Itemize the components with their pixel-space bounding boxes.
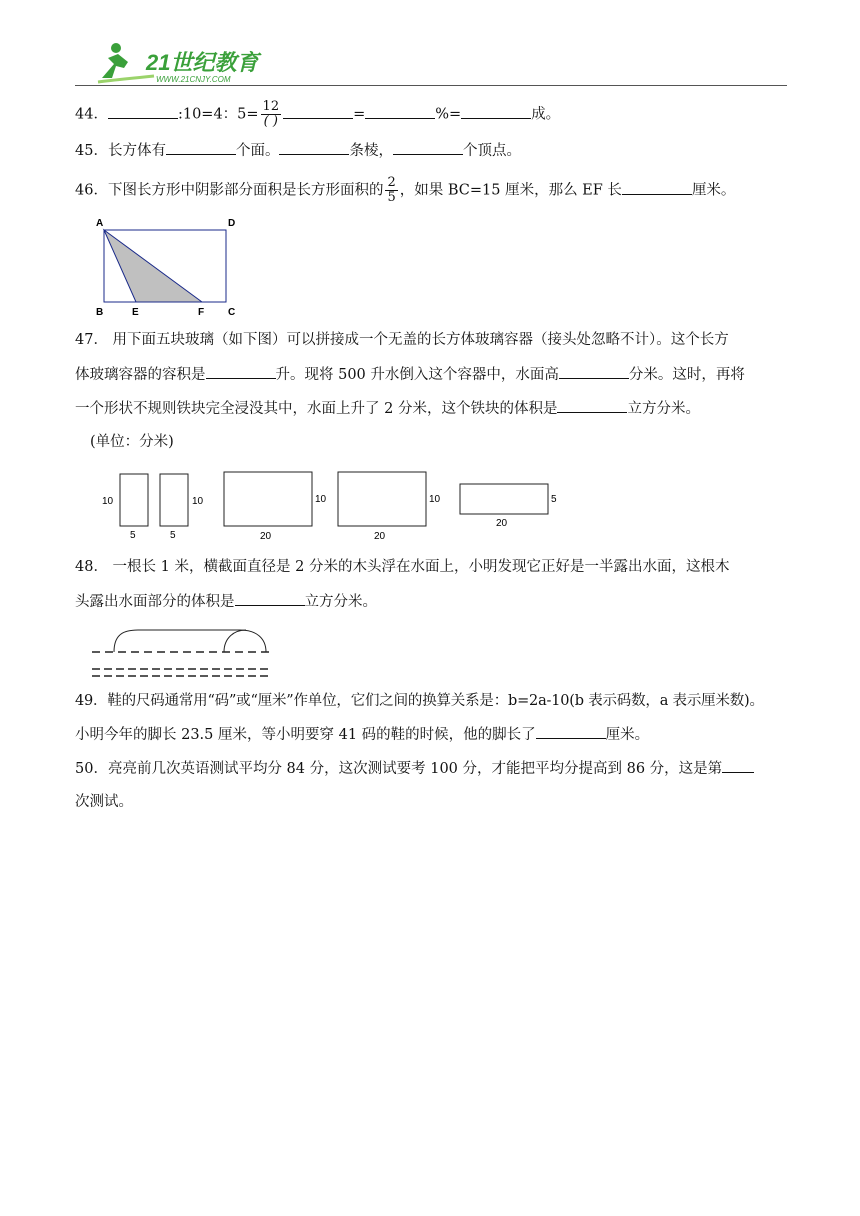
answer-blank[interactable]	[557, 398, 627, 413]
rectangle-figure	[92, 214, 242, 320]
q47-line3b: 立方分米。	[627, 401, 700, 417]
label-e: E	[132, 307, 139, 318]
panel-1-width: 5	[130, 530, 136, 541]
q45-text-c: 条棱，	[349, 143, 393, 159]
question-47-line-1	[75, 330, 787, 350]
q45-text-a: 长方体有	[107, 143, 166, 159]
answer-blank[interactable]	[279, 140, 349, 155]
label-d: D	[228, 218, 236, 229]
question-45	[75, 140, 787, 161]
panel-5-height: 5	[551, 494, 557, 505]
question-number: 45．	[75, 143, 108, 159]
logo-main-text: 21世纪教育	[146, 50, 259, 75]
question-number: 47．	[75, 332, 108, 348]
panel-2-height: 10	[192, 496, 204, 507]
panel-3	[224, 472, 327, 542]
glass-panels-figure	[98, 464, 568, 544]
q44-text: :10=4：5=	[177, 106, 259, 123]
q45-text-b: 个面。	[235, 143, 280, 159]
fraction	[261, 100, 282, 129]
header-rule	[75, 85, 787, 86]
answer-blank[interactable]	[108, 104, 178, 119]
panel-4	[338, 472, 441, 542]
question-number: 46．	[75, 182, 108, 199]
log-top	[114, 630, 266, 652]
log-end-arc	[224, 630, 246, 652]
panel-1	[102, 474, 148, 541]
answer-blank[interactable]	[365, 104, 435, 119]
panel-3-height: 10	[315, 494, 327, 505]
q47-unit: (单位：分米)	[90, 434, 174, 450]
answer-blank[interactable]	[166, 140, 236, 155]
q48-line2b: 立方分米。	[304, 594, 377, 610]
q46-text-a: 下图长方形中阴影部分面积是长方形面积的	[107, 182, 384, 199]
question-48-line-1	[75, 557, 787, 577]
label-a: A	[96, 218, 104, 229]
question-46	[75, 176, 787, 205]
panel-1-height: 10	[102, 496, 114, 507]
answer-blank[interactable]	[622, 180, 692, 195]
answer-blank[interactable]	[461, 104, 531, 119]
label-b: B	[96, 307, 104, 318]
q44-equals: =	[353, 106, 366, 123]
answer-blank[interactable]	[393, 140, 463, 155]
q47-line3a: 一个形状不规则铁块完全浸没其中，水面上升了 2 分米，这个铁块的体积是	[75, 401, 558, 417]
answer-blank[interactable]	[559, 364, 629, 379]
panel-4-height: 10	[429, 494, 441, 505]
page-header	[90, 38, 790, 88]
question-47-line-3	[75, 398, 787, 419]
q46-text-c: 厘米。	[691, 182, 736, 199]
question-48-line-2	[75, 591, 787, 612]
q48-line1: 一根长 1 米，横截面直径是 2 分米的木头浮在水面上，小明发现它正好是一半露出水面，这根木	[107, 559, 730, 575]
panel-2-width: 5	[170, 530, 176, 541]
question-50-line-1	[75, 758, 787, 779]
question-number: 48．	[75, 559, 108, 575]
q47-line1: 用下面五块玻璃（如下图）可以拼接成一个无盖的长方体玻璃容器（接头处忽略不计）。这个长方	[107, 332, 729, 348]
question-44	[75, 100, 787, 129]
label-c: C	[228, 307, 236, 318]
q47-line2c: 分米。这时，再将	[628, 367, 745, 383]
fraction	[385, 176, 397, 205]
fraction-denominator: 5	[387, 190, 396, 205]
answer-blank[interactable]	[283, 104, 353, 119]
q47-line2b: 升。现将 500 升水倒入这个容器中，水面高	[275, 367, 559, 383]
fraction-numerator: 2	[387, 175, 396, 190]
panel-5-width: 20	[496, 518, 508, 529]
q46-text-b: ，如果 BC=15 厘米，那么 EF 长	[399, 182, 622, 199]
panel-4-width: 20	[374, 531, 386, 542]
logo	[94, 38, 264, 86]
panel-2	[160, 474, 204, 541]
question-49-line-1	[75, 691, 787, 711]
q50-line1: 亮亮前几次英语测试平均分 84 分，这次测试要考 100 分，才能把平均分提高到 86 分，这是第	[107, 761, 723, 777]
question-47-line-2	[75, 364, 787, 385]
fraction-numerator: 12	[262, 99, 280, 114]
q44-end: 成。	[531, 106, 561, 123]
shaded-triangle	[104, 230, 202, 302]
q47-line2a: 体玻璃容器的容积是	[75, 367, 206, 383]
question-number: 44．	[75, 106, 108, 123]
question-49-line-2	[75, 724, 787, 745]
floating-log-figure	[90, 626, 280, 682]
question-50-line-2: 次测试。	[75, 794, 133, 810]
panel-5	[460, 484, 557, 529]
fraction-denominator: ( )	[263, 114, 278, 129]
panel-3-width: 20	[260, 531, 272, 542]
q49-line1: 鞋的尺码通常用“码”或“厘米”作单位，它们之间的换算关系是：b=2a-10(b 表示码数，a 表示厘米数)。	[107, 693, 764, 709]
logo-url-text: WWW.21CNJY.COM	[156, 75, 231, 84]
answer-blank[interactable]	[722, 758, 754, 773]
answer-blank[interactable]	[206, 364, 276, 379]
answer-blank[interactable]	[536, 724, 606, 739]
question-number: 49．	[75, 693, 108, 709]
answer-blank[interactable]	[235, 591, 305, 606]
label-f: F	[198, 307, 205, 318]
q49-line2b: 厘米。	[605, 727, 650, 743]
q44-percent: %=	[435, 106, 462, 123]
question-number: 50．	[75, 761, 108, 777]
q49-line2a: 小明今年的脚长 23.5 厘米，等小明要穿 41 码的鞋的时候，他的脚长了	[75, 727, 536, 743]
q48-line2a: 头露出水面部分的体积是	[75, 594, 235, 610]
q45-text-d: 个顶点。	[462, 143, 521, 159]
